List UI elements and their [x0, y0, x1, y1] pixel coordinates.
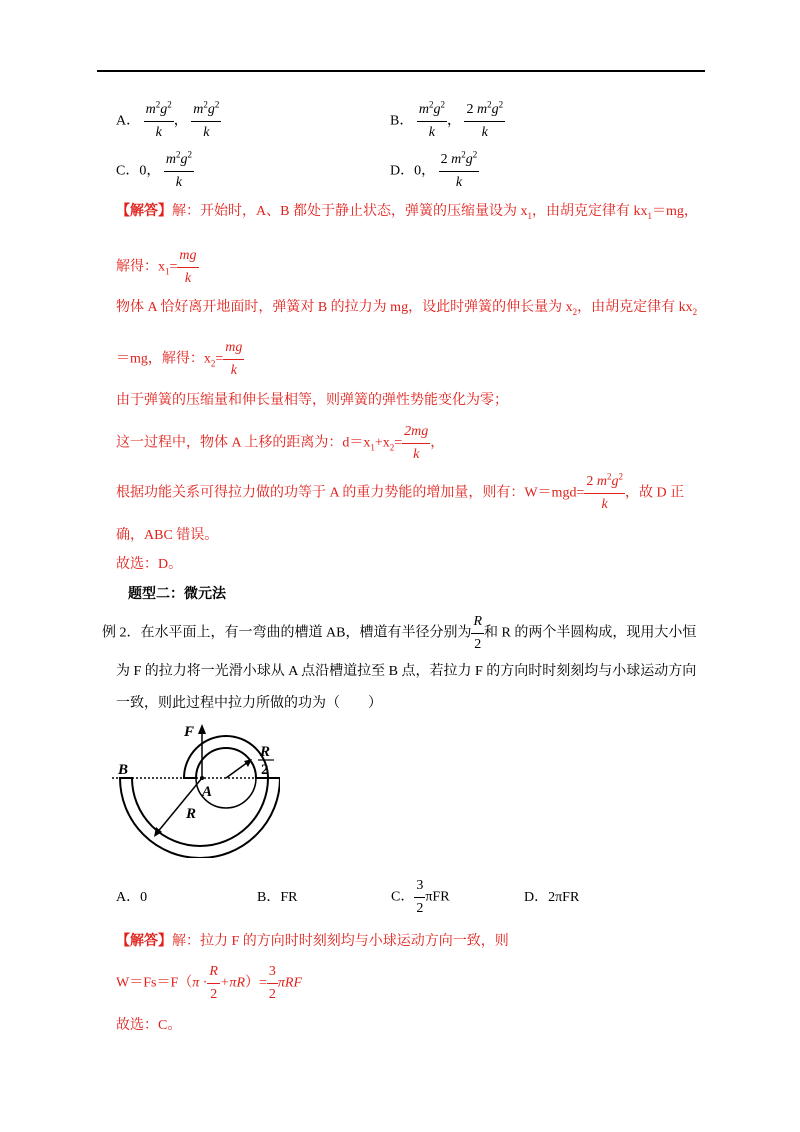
fraction-3-2: $\frac{3}{2}$	[416, 878, 424, 916]
fraction-2m2g2-k: $\frac{2 m^2g^2}{k}$	[440, 149, 478, 190]
answer1-line5: 由于弹簧的压缩量和伸长量相等，则弹簧的弹性势能变化为零；	[116, 393, 508, 408]
answer2-line2: W＝Fs＝F（π · $\frac{R}{2}$ +πR）= $\frac{3}{2}$ πRF	[116, 962, 302, 1005]
answer1-line6: 这一过程中，物体 A 上移的距离为：$d=x_1+x_2=$ $\frac{2mg}{k}$ ，	[116, 422, 444, 465]
answer1-line1: 【解答】解：开始时，A、B 都处于静止状态，弹簧的压缩量设为 $x_1$，由胡克定律有 $kx_1=mg$，	[116, 204, 698, 221]
fraction-m2g2-k: $\frac{m^2g^2}{k}$	[145, 99, 172, 140]
label-R: R	[186, 806, 197, 822]
answer2-line1: 【解答】解：拉力 F 的方向时时刻刻均与小球运动方向一致，则	[116, 934, 509, 949]
fraction-R-2: $\frac{R}{2}$	[209, 964, 218, 1002]
answer1-line2: 解得：$x_1=$ $\frac{mg}{k}$	[116, 246, 199, 289]
groove-diagram	[110, 718, 280, 858]
answer1-line3: 物体 A 恰好离开地面时，弹簧对 B 的拉力为 mg，设此时弹簧的伸长量为 $x_2$，由胡克定律有 $kx_2$	[116, 300, 698, 317]
option2-b: B．FR	[257, 890, 298, 905]
fraction-m2g2-k: $\frac{m^2g^2}{k}$	[165, 149, 192, 190]
option-c: C．0， $\frac{m^2g^2}{k}$	[116, 150, 194, 193]
outer-groove	[120, 778, 280, 858]
option-b: B． $\frac{m^2g^2}{k}$ ， $\frac{2 m^2g^2}{k}$	[390, 100, 505, 143]
option-d: D．0， $\frac{2 m^2g^2}{k}$	[390, 150, 479, 193]
fraction-3-2: $\frac{3}{2}$	[268, 964, 276, 1002]
example2-line2: 为 F 的拉力将一光滑小球从 A 点沿槽道拉至 B 点，若拉力 F 的方向时时刻刻均与小球运动方向	[116, 664, 697, 679]
fraction-R-2: $\frac{R}{2}$	[473, 614, 483, 652]
option2-d: D．2πFR	[524, 890, 580, 905]
answer1-line4: ＝mg，解得：$x_2=$ $\frac{mg}{k}$	[116, 338, 244, 381]
header-rule	[97, 70, 705, 72]
fraction-mg-k: $\frac{mg}{k}$	[179, 248, 197, 286]
section-title: 题型二：微元法	[128, 587, 226, 602]
fraction-2mg-k: $\frac{2mg}{k}$	[404, 424, 429, 462]
fraction-mg-k: $\frac{mg}{k}$	[225, 340, 243, 378]
fraction-2m2g2-k: $\frac{2 m^2g^2}{k}$	[466, 99, 504, 140]
option-a: A． $\frac{m^2g^2}{k}$ ， $\frac{m^2g^2}{k}$	[116, 100, 221, 143]
inner-groove	[184, 736, 271, 778]
answer1-line7: 根据功能关系可得拉力做的功等于 A 的重力势能的增加量，则有：W＝mgd= $\frac{2 m^2g^2}{k}$ ，故 D 正	[116, 472, 684, 515]
label-F: F	[184, 724, 195, 740]
label-B: B	[118, 762, 129, 778]
fraction-m2g2-k: $\frac{m^2g^2}{k}$	[418, 99, 445, 140]
answer1-line8: 确，ABC 错误。	[116, 528, 219, 543]
fraction-2m2g2-k: $\frac{2 m^2g^2}{k}$	[586, 471, 623, 512]
half-radius-line	[226, 762, 248, 778]
force-arrow-head	[198, 724, 206, 734]
option2-c: C． $\frac{3}{2}$ πFR	[391, 876, 450, 919]
answer1-line9: 故选：D。	[116, 557, 183, 572]
answer2-line3: 故选：C。	[116, 1018, 182, 1033]
example2-line3: 一致，则此过程中拉力所做的功为（ ）	[116, 696, 382, 711]
example2-line1: 例 2．在水平面上，有一弯曲的槽道 AB，槽道有半径分别为 $\frac{R}{2}$ 和 R 的两个半圆构成，现用大小恒	[102, 612, 696, 655]
option2-a: A．0	[116, 890, 148, 905]
label-A: A	[202, 784, 213, 800]
label-R-half-num: R	[260, 744, 271, 760]
label-R-half-den: 2	[261, 762, 269, 778]
fraction-m2g2-k: $\frac{m^2g^2}{k}$	[193, 99, 220, 140]
